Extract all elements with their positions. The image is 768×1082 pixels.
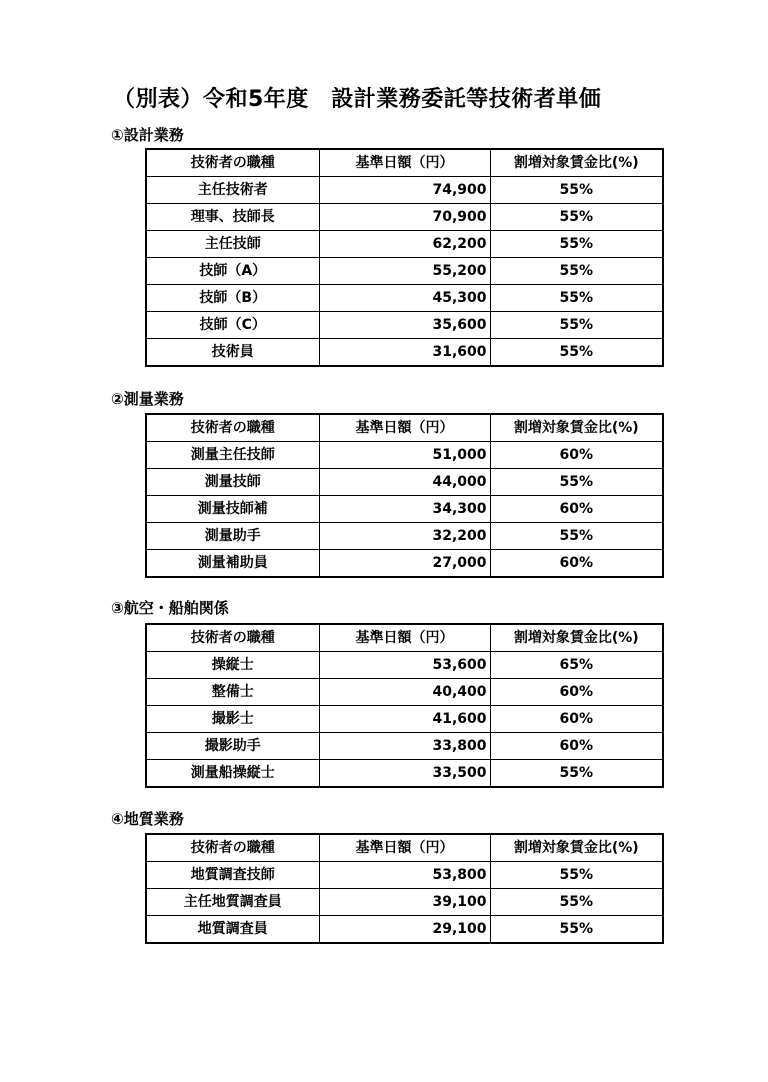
- design-rate-table: [145, 148, 664, 367]
- job-cell: 技師（A）: [146, 258, 319, 285]
- survey-rate-table: [145, 413, 664, 578]
- job-cell: 測量技師補: [146, 496, 319, 523]
- job-cell: 撮影助手: [146, 733, 319, 760]
- ratio-cell: 55%: [490, 916, 663, 944]
- ratio-cell: 55%: [490, 285, 663, 312]
- job-cell: 撮影士: [146, 706, 319, 733]
- job-cell: 測量補助員: [146, 550, 319, 578]
- job-cell: 整備士: [146, 679, 319, 706]
- ratio-cell: 55%: [490, 760, 663, 788]
- header-rate: 基準日額（円）: [319, 414, 490, 442]
- table-row: [146, 706, 663, 733]
- rate-cell: 32,200: [319, 523, 490, 550]
- job-cell: 測量船操縦士: [146, 760, 319, 788]
- table-row: [146, 733, 663, 760]
- table-row: [146, 339, 663, 367]
- rate-cell: 74,900: [319, 177, 490, 204]
- ratio-cell: 55%: [490, 862, 663, 889]
- table-row: [146, 231, 663, 258]
- header-job: 技術者の職種: [146, 624, 319, 652]
- header-rate: 基準日額（円）: [319, 834, 490, 862]
- ratio-cell: 55%: [490, 312, 663, 339]
- rate-cell: 33,500: [319, 760, 490, 788]
- table-row: [146, 442, 663, 469]
- aviation-rate-table: [145, 623, 664, 788]
- table-row: [146, 916, 663, 944]
- table-row: [146, 496, 663, 523]
- header-job: 技術者の職種: [146, 149, 319, 177]
- ratio-cell: 55%: [490, 204, 663, 231]
- job-cell: 主任技術者: [146, 177, 319, 204]
- ratio-cell: 60%: [490, 550, 663, 578]
- header-ratio: 割増対象賃金比(%): [490, 414, 663, 442]
- header-ratio: 割増対象賃金比(%): [490, 149, 663, 177]
- job-cell: 地質調査員: [146, 916, 319, 944]
- rate-cell: 51,000: [319, 442, 490, 469]
- header-rate: 基準日額（円）: [319, 624, 490, 652]
- rate-cell: 62,200: [319, 231, 490, 258]
- section-heading-geology: ④地質業務: [111, 810, 184, 828]
- ratio-cell: 60%: [490, 733, 663, 760]
- rate-cell: 35,600: [319, 312, 490, 339]
- ratio-cell: 55%: [490, 258, 663, 285]
- job-cell: 主任技師: [146, 231, 319, 258]
- section-heading-survey: ②測量業務: [111, 390, 184, 408]
- table-row: [146, 679, 663, 706]
- ratio-cell: 65%: [490, 652, 663, 679]
- section-heading-design: ①設計業務: [111, 126, 184, 144]
- ratio-cell: 55%: [490, 339, 663, 367]
- table-row: [146, 469, 663, 496]
- geology-rate-table: [145, 833, 664, 944]
- table-header-row: [146, 414, 663, 442]
- rate-cell: 29,100: [319, 916, 490, 944]
- job-cell: 技術員: [146, 339, 319, 367]
- table-row: [146, 652, 663, 679]
- table-row: [146, 862, 663, 889]
- ratio-cell: 55%: [490, 523, 663, 550]
- table-row: [146, 204, 663, 231]
- table-header-row: [146, 624, 663, 652]
- table-row: [146, 177, 663, 204]
- ratio-cell: 60%: [490, 679, 663, 706]
- rate-cell: 31,600: [319, 339, 490, 367]
- ratio-cell: 60%: [490, 496, 663, 523]
- ratio-cell: 55%: [490, 177, 663, 204]
- header-rate: 基準日額（円）: [319, 149, 490, 177]
- job-cell: 地質調査技師: [146, 862, 319, 889]
- job-cell: 測量主任技師: [146, 442, 319, 469]
- table-row: [146, 760, 663, 788]
- job-cell: 理事、技師長: [146, 204, 319, 231]
- table-row: [146, 550, 663, 578]
- job-cell: 主任地質調査員: [146, 889, 319, 916]
- job-cell: 操縦士: [146, 652, 319, 679]
- rate-cell: 70,900: [319, 204, 490, 231]
- section-heading-aviation: ③航空・船舶関係: [111, 599, 229, 617]
- header-job: 技術者の職種: [146, 414, 319, 442]
- table-row: [146, 285, 663, 312]
- table-header-row: [146, 834, 663, 862]
- table-row: [146, 523, 663, 550]
- job-cell: 測量助手: [146, 523, 319, 550]
- ratio-cell: 60%: [490, 442, 663, 469]
- ratio-cell: 55%: [490, 469, 663, 496]
- header-ratio: 割増対象賃金比(%): [490, 624, 663, 652]
- rate-cell: 33,800: [319, 733, 490, 760]
- page-title: （別表）令和5年度 設計業務委託等技術者単価: [113, 87, 602, 112]
- rate-cell: 34,300: [319, 496, 490, 523]
- rate-cell: 40,400: [319, 679, 490, 706]
- rate-cell: 53,800: [319, 862, 490, 889]
- ratio-cell: 55%: [490, 889, 663, 916]
- rate-cell: 55,200: [319, 258, 490, 285]
- table-row: [146, 258, 663, 285]
- job-cell: 測量技師: [146, 469, 319, 496]
- rate-cell: 41,600: [319, 706, 490, 733]
- rate-cell: 45,300: [319, 285, 490, 312]
- rate-cell: 39,100: [319, 889, 490, 916]
- rate-cell: 44,000: [319, 469, 490, 496]
- table-header-row: [146, 149, 663, 177]
- ratio-cell: 55%: [490, 231, 663, 258]
- table-row: [146, 312, 663, 339]
- table-row: [146, 889, 663, 916]
- rate-cell: 27,000: [319, 550, 490, 578]
- job-cell: 技師（B）: [146, 285, 319, 312]
- ratio-cell: 60%: [490, 706, 663, 733]
- job-cell: 技師（C）: [146, 312, 319, 339]
- rate-cell: 53,600: [319, 652, 490, 679]
- header-ratio: 割増対象賃金比(%): [490, 834, 663, 862]
- header-job: 技術者の職種: [146, 834, 319, 862]
